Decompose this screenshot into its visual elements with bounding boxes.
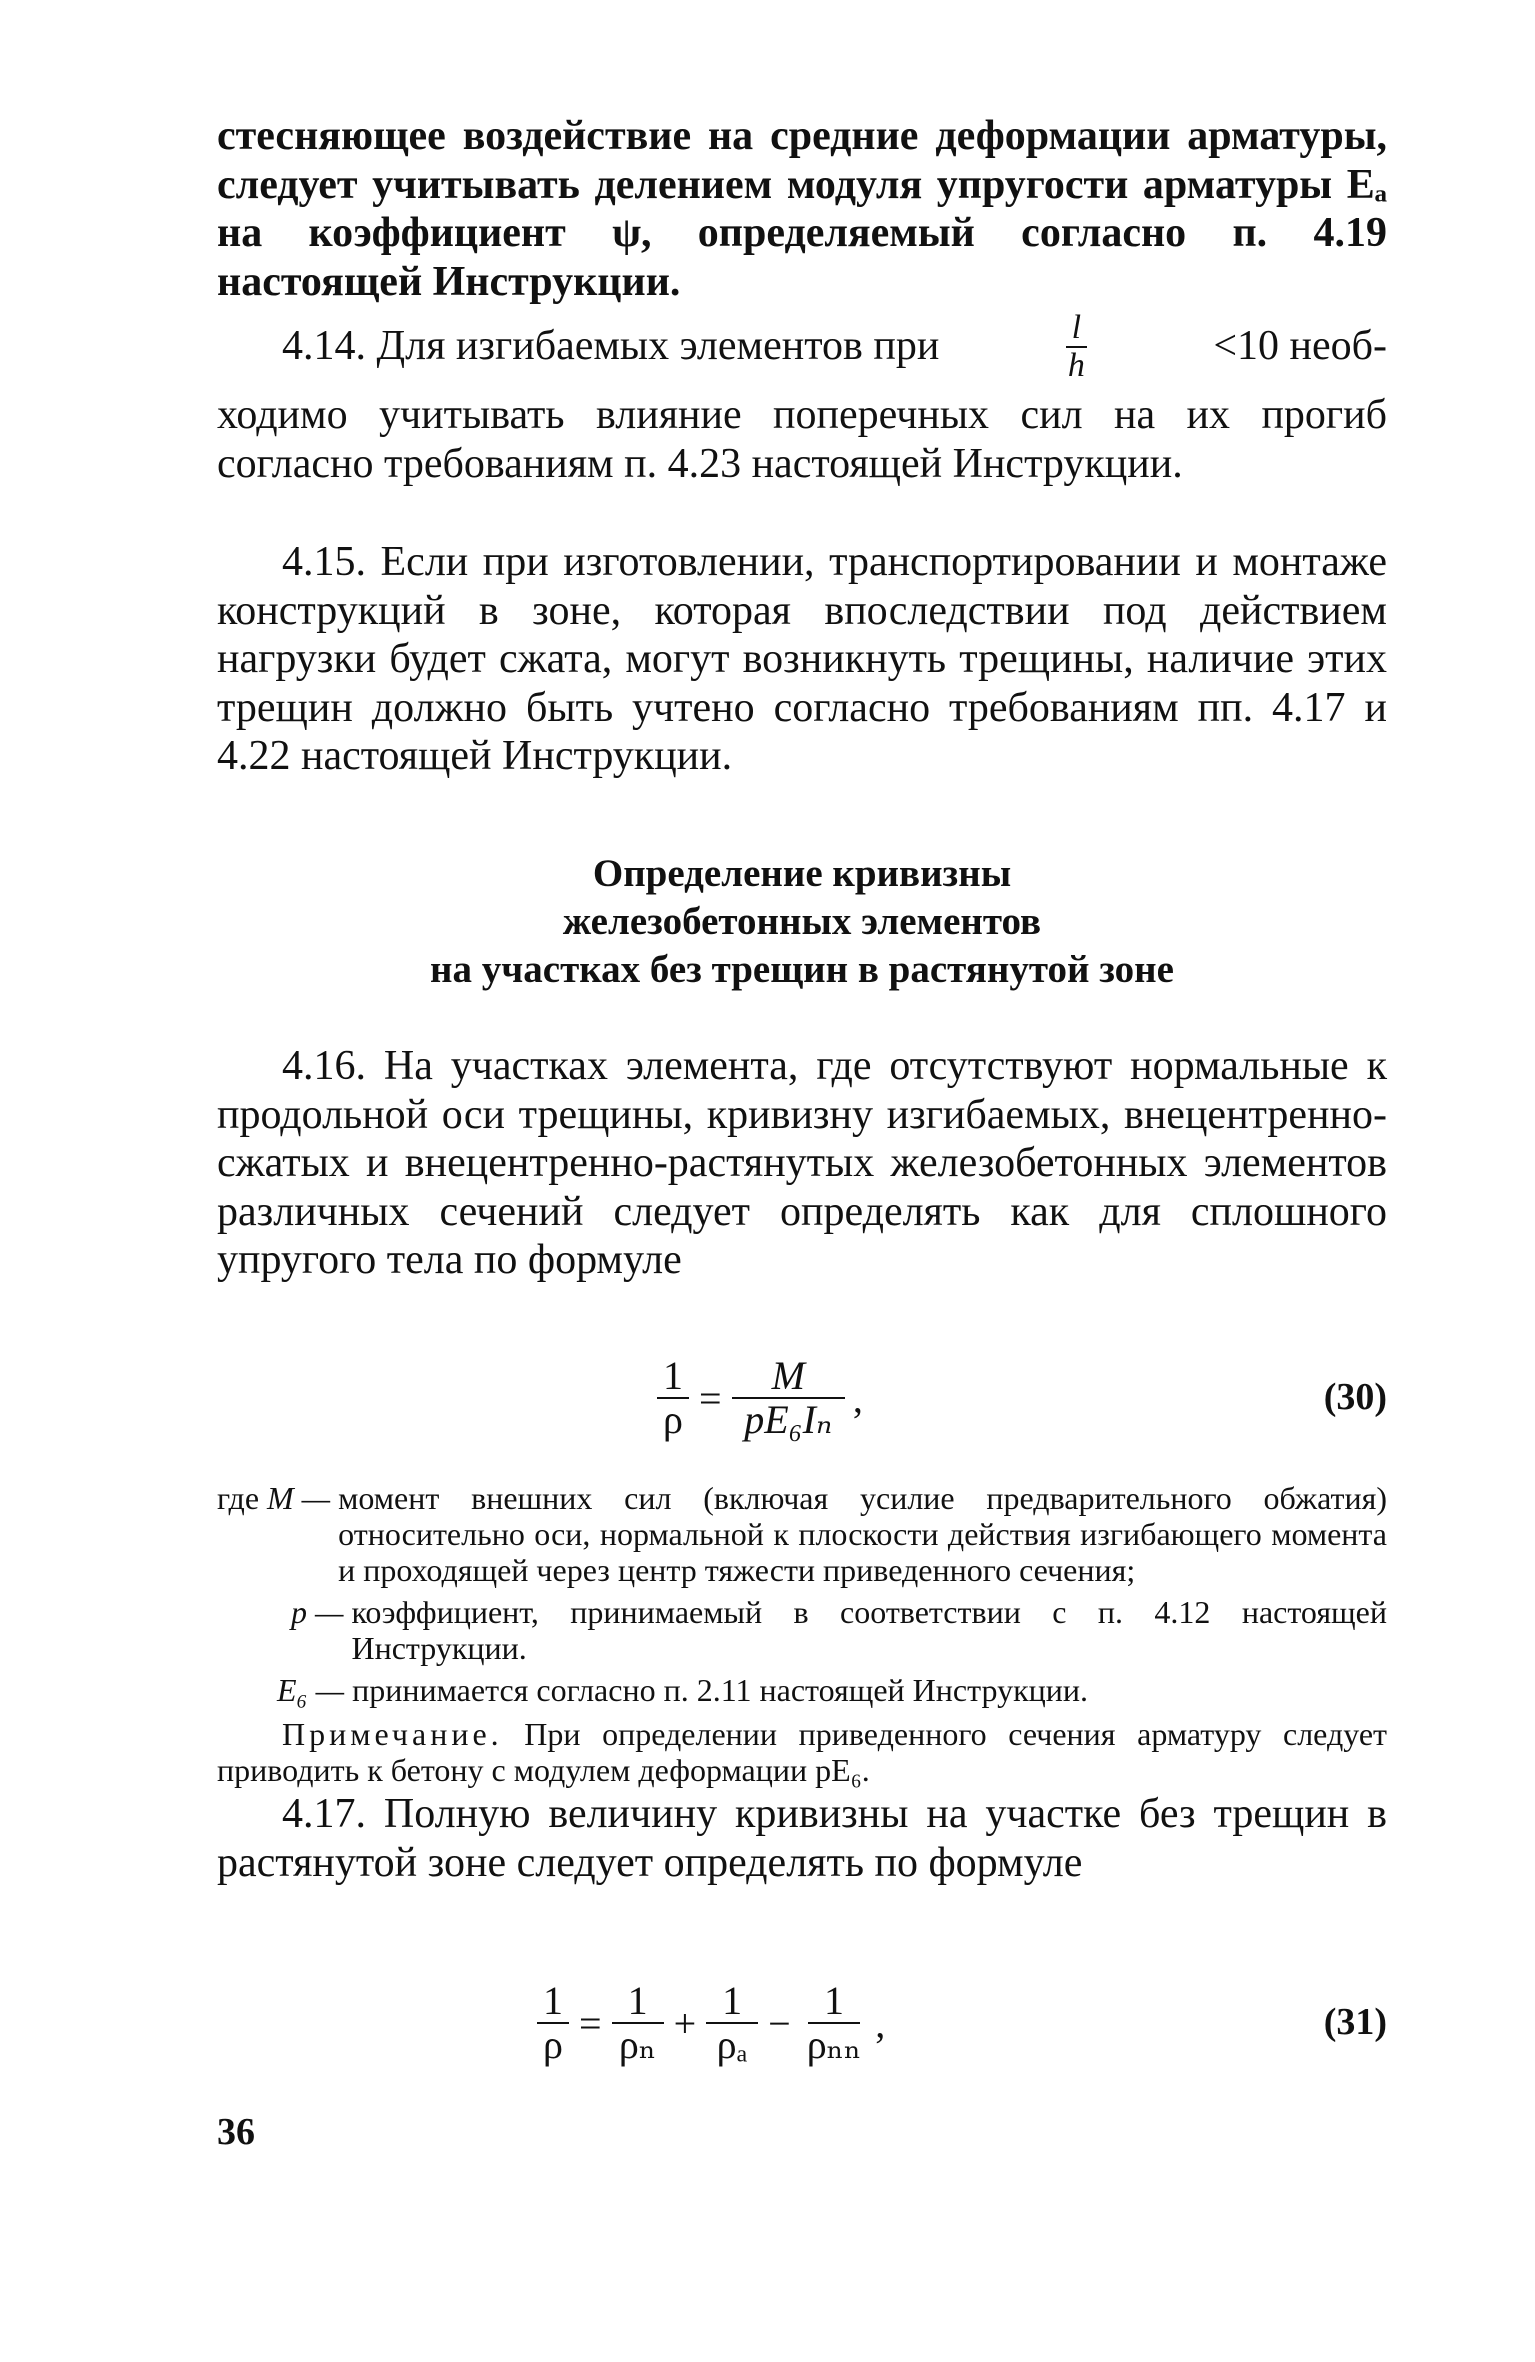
definitions-intro: где — [217, 1480, 260, 1516]
page-number: 36 — [217, 2111, 255, 2153]
paragraph-condition: <10 необ- — [1213, 323, 1387, 370]
note-text: При определении приведенного сечения арматуру следует приводить к бетону с модулем деформации pE₆. — [217, 1716, 1388, 1788]
definitions-list — [217, 1480, 1387, 1788]
equation-term: $\frac{1}{\text{ρₙ}}$ — [612, 1980, 664, 2066]
equation-30: $\frac{1}{\rho}$ = $\frac{M}{\text{pE₆Iₙ}}$ , (30) — [217, 1355, 1387, 1445]
equation-lhs: $\frac{1}{\rho}$ — [537, 1980, 569, 2066]
definition-term: p — — [291, 1594, 344, 1630]
equation-lhs: $\frac{1}{\rho}$ — [657, 1355, 689, 1441]
equation-term: $\frac{1}{\text{ρₙₙ}}$ — [806, 1978, 862, 2067]
paragraph-text: стесняющее воздействие на средние деформации арматуры, следует учитывать делением модуля упругости арматуры Eₐ на коэффициент ψ, определяемый согласно п. 4.19 настоящей Инструкции. — [217, 113, 1387, 305]
paragraph-4-16 — [217, 1042, 1387, 1285]
paragraph-4-17 — [217, 1790, 1387, 1887]
definition-body: коэффициент, принимаемый в соответствии с п. 4.12 настоящей Инструкции. — [351, 1594, 1387, 1666]
definition-body: момент внешних сил (включая усилие предварительного обжатия) относительно оси, нормальной к плоскости действия изгибающего момента и проходящей через центр тяжести приведенного сечения; — [338, 1480, 1387, 1588]
paragraph-text: ходимо учитывать влияние поперечных сил на их прогиб согласно требованиям п. 4.23 настоящей Инструкции. — [217, 392, 1387, 487]
heading-line: Определение кривизны — [592, 852, 1012, 895]
heading-line: на участках без трещин в растянутой зоне — [430, 948, 1174, 991]
fraction-l-h — [1062, 310, 1091, 383]
definition-item — [217, 1672, 1387, 1708]
paragraph-4-14 — [217, 310, 1387, 488]
paragraph-text: 4.16. На участках элемента, где отсутствуют нормальные к продольной оси трещины, кривизну изгибаемых, внецентренно-сжатых и внецентренно-растянутых железобетонных элементов различных сечений следует определять как для сплошного упругого тела по формуле — [217, 1043, 1387, 1283]
fraction-denominator: h — [1067, 346, 1085, 384]
definition-item — [217, 1594, 1387, 1666]
note-label: Примечание. — [282, 1716, 503, 1752]
definition-item — [217, 1480, 1387, 1588]
section-heading — [217, 850, 1387, 994]
paragraph-text: 4.17. Полную величину кривизны на участке без трещин в растянутой зоне следует определять по формуле — [217, 1791, 1387, 1886]
equation-rhs: $\frac{M}{\text{pE₆Iₙ}}$ — [732, 1355, 845, 1441]
paragraph-4-15 — [217, 538, 1387, 781]
note — [217, 1716, 1387, 1788]
paragraph-text: 4.15. Если при изготовлении, транспортировании и монтаже конструкций в зоне, которая впоследствии под действием нагрузки будет сжата, могут возникнуть трещины, наличие этих трещин должно быть учтено согласно требованиям пп. 4.17 и 4.22 настоящей Инструкции. — [217, 539, 1387, 779]
equation-31: $\frac{1}{\rho}$ = $\frac{1}{\text{ρₙ}}$ + $\frac{1}{\text{ρₐ}}$ − $\frac{1}{\text{ρₙₙ}}$ , (31) — [217, 1980, 1387, 2070]
definition-term: E₆ — — [277, 1672, 345, 1708]
equation-term: $\frac{1}{\text{ρₐ}}$ — [706, 1980, 758, 2066]
paragraph-continuation — [217, 112, 1387, 306]
fraction-numerator: l — [1066, 310, 1087, 348]
paragraph-lead: 4.14. Для изгибаемых элементов при — [282, 323, 940, 370]
heading-line: железобетонных элементов — [562, 900, 1042, 943]
equation-number: (31) — [1323, 2001, 1387, 2043]
definition-term: M — — [267, 1480, 331, 1516]
definition-body: принимается согласно п. 2.11 настоящей Инструкции. — [352, 1672, 1088, 1708]
equation-number: (30) — [1323, 1376, 1387, 1418]
